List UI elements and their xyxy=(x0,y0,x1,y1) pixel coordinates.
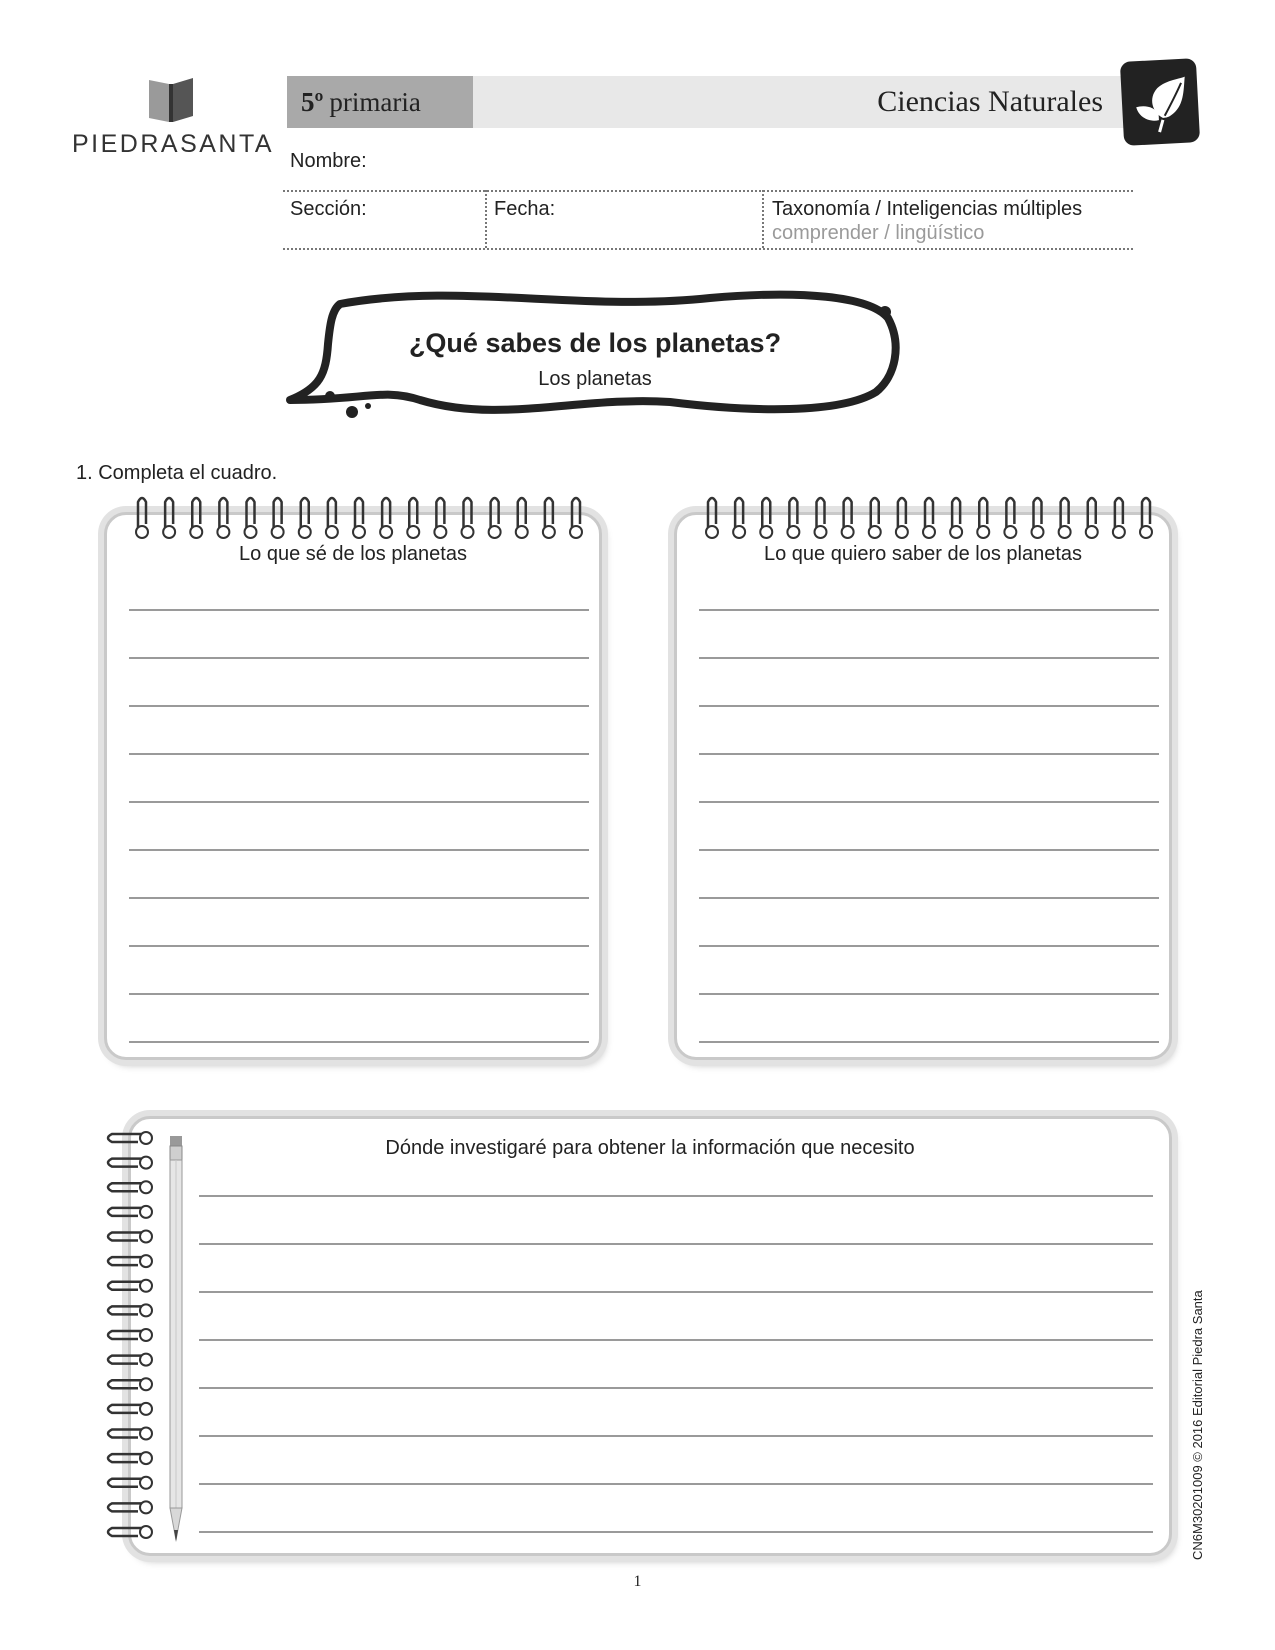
spiral-ring xyxy=(108,1132,152,1144)
spiral-ring xyxy=(108,1477,152,1489)
spiral-ring xyxy=(516,498,528,538)
spiral-ring xyxy=(108,1329,152,1341)
spiral-ring xyxy=(272,498,284,538)
writing-line xyxy=(129,753,589,755)
spiral-ring xyxy=(950,498,962,538)
spiral-ring xyxy=(108,1157,152,1169)
spiral-ring xyxy=(108,1206,152,1218)
field-divider xyxy=(485,190,487,248)
grade-number: 5º xyxy=(301,86,324,117)
spiral-ring xyxy=(108,1304,152,1316)
copyright-code: CN6M30201009 © 2016 Editorial Piedra Santa xyxy=(1190,1290,1205,1560)
writing-line xyxy=(129,801,589,803)
spiral-ring xyxy=(434,498,446,538)
spiral-ring xyxy=(108,1452,152,1464)
grade-label xyxy=(287,76,473,128)
writing-line xyxy=(129,609,589,611)
spiral-ring xyxy=(108,1526,152,1538)
spiral-ring xyxy=(869,498,881,538)
writing-line xyxy=(129,849,589,851)
writing-line xyxy=(129,1041,589,1043)
spiral-ring xyxy=(1113,498,1125,538)
leaf-icon xyxy=(1120,58,1200,146)
spiral-ring xyxy=(108,1501,152,1513)
spiral-ring xyxy=(407,498,419,538)
brand-logo-text: PIEDRASANTA xyxy=(72,130,275,158)
spiral-ring xyxy=(760,498,772,538)
page-title: ¿Qué sabes de los planetas? xyxy=(408,328,782,358)
name-label: Nombre: xyxy=(290,150,367,172)
pencil-icon xyxy=(166,1136,186,1546)
spiral-ring xyxy=(733,498,745,538)
writing-line xyxy=(699,945,1159,947)
notebook-want-title: Lo que quiero saber de los planetas xyxy=(763,543,1082,565)
spiral-ring xyxy=(108,1354,152,1366)
writing-line xyxy=(199,1531,1153,1533)
writing-line xyxy=(199,1339,1153,1341)
writing-line xyxy=(699,801,1159,803)
spiral-binding-icon xyxy=(704,494,1154,540)
spiral-ring xyxy=(108,1231,152,1243)
writing-line xyxy=(699,993,1159,995)
spiral-ring xyxy=(326,498,338,538)
spiral-ring xyxy=(108,1280,152,1292)
writing-line xyxy=(129,993,589,995)
taxonomy-value: comprender / lingüístico xyxy=(772,222,985,244)
spiral-binding-icon xyxy=(104,1130,154,1540)
writing-line xyxy=(699,1041,1159,1043)
spiral-ring xyxy=(299,498,311,538)
spiral-ring xyxy=(108,1428,152,1440)
spiral-ring xyxy=(1004,498,1016,538)
name-divider xyxy=(283,190,1133,192)
spiral-ring xyxy=(136,498,148,538)
form-bottom-divider xyxy=(283,248,1133,250)
writing-line xyxy=(199,1243,1153,1245)
writing-line xyxy=(699,609,1159,611)
spiral-ring xyxy=(489,498,501,538)
spiral-ring xyxy=(896,498,908,538)
spiral-ring xyxy=(217,498,229,538)
spiral-ring xyxy=(1032,498,1044,538)
spiral-ring xyxy=(543,498,555,538)
notebook-know-title: Lo que sé de los planetas xyxy=(239,543,467,565)
spiral-ring xyxy=(1059,498,1071,538)
spiral-ring xyxy=(1086,498,1098,538)
field-divider xyxy=(762,190,764,248)
notebook-research xyxy=(128,1116,1172,1556)
grade-word: primaria xyxy=(329,86,421,117)
book-logo-icon xyxy=(145,74,197,126)
spiral-ring xyxy=(108,1378,152,1390)
writing-line xyxy=(699,849,1159,851)
spiral-ring xyxy=(1140,498,1152,538)
writing-line xyxy=(199,1387,1153,1389)
writing-line xyxy=(129,657,589,659)
spiral-ring xyxy=(108,1181,152,1193)
spiral-ring xyxy=(570,498,582,538)
spiral-ring xyxy=(353,498,365,538)
spiral-binding-icon xyxy=(134,494,584,540)
writing-line xyxy=(199,1435,1153,1437)
writing-line xyxy=(699,897,1159,899)
spiral-ring xyxy=(108,1403,152,1415)
writing-line xyxy=(699,753,1159,755)
spiral-ring xyxy=(815,498,827,538)
writing-line xyxy=(129,705,589,707)
taxonomy-label: Taxonomía / Inteligencias múltiples xyxy=(772,198,1083,220)
spiral-ring xyxy=(163,498,175,538)
notebook-know xyxy=(104,512,602,1060)
writing-line xyxy=(129,897,589,899)
writing-line xyxy=(199,1291,1153,1293)
writing-line xyxy=(699,657,1159,659)
instruction-text: 1. Completa el cuadro. xyxy=(76,462,278,484)
spiral-ring xyxy=(842,498,854,538)
page-subtitle: Los planetas xyxy=(538,368,652,390)
writing-line xyxy=(129,945,589,947)
spiral-ring xyxy=(977,498,989,538)
spiral-ring xyxy=(787,498,799,538)
writing-line xyxy=(199,1483,1153,1485)
spiral-ring xyxy=(923,498,935,538)
spiral-ring xyxy=(706,498,718,538)
writing-line xyxy=(699,705,1159,707)
section-label: Sección: xyxy=(290,198,367,220)
notebook-research-title: Dónde investigaré para obtener la información que necesito xyxy=(385,1137,915,1159)
spiral-ring xyxy=(108,1255,152,1267)
spiral-ring xyxy=(462,498,474,538)
date-label: Fecha: xyxy=(494,198,556,220)
spiral-ring xyxy=(245,498,257,538)
page-number: 1 xyxy=(633,1573,642,1590)
subject-title: Ciencias Naturales xyxy=(877,85,1103,118)
spiral-ring xyxy=(380,498,392,538)
spiral-ring xyxy=(190,498,202,538)
notebook-want xyxy=(674,512,1172,1060)
writing-line xyxy=(199,1195,1153,1197)
speech-bubble-frame xyxy=(280,284,940,444)
